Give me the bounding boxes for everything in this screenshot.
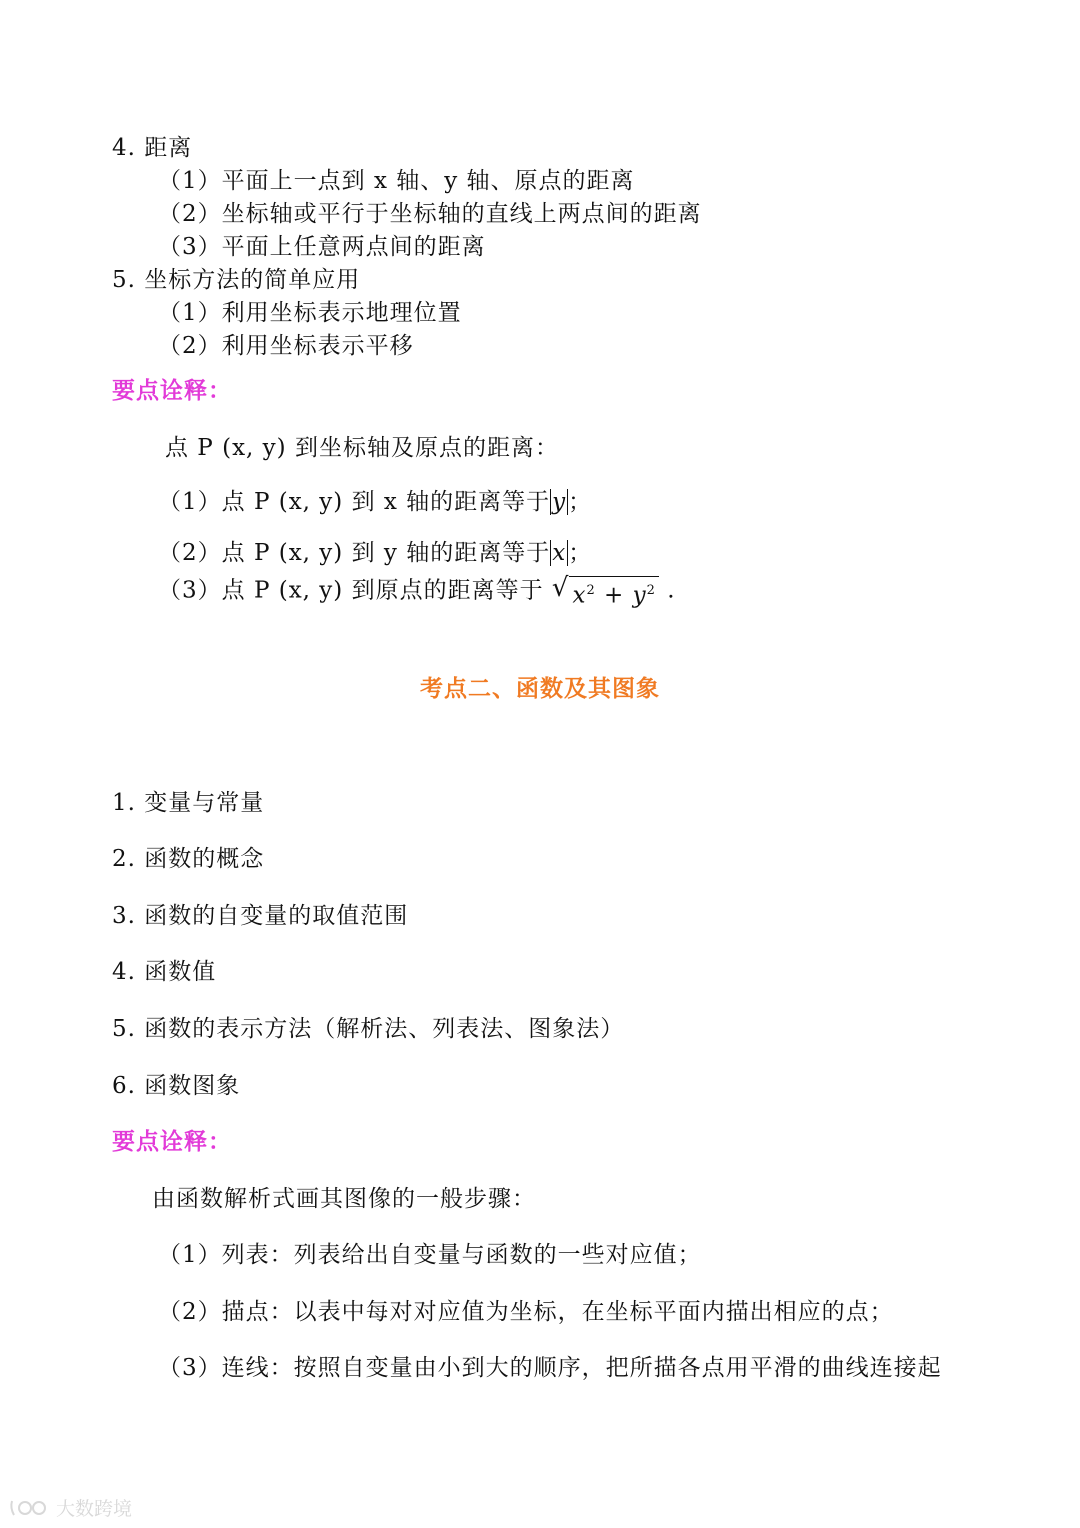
section-5-item-2: （2）利用坐标表示平移	[158, 333, 414, 359]
list-item: 4. 函数值	[112, 959, 217, 985]
note-1-item-1-text: （1）点 P (x, y) 到 x 轴的距离等于	[158, 489, 551, 515]
section-heading: 考点二、函数及其图象	[420, 675, 660, 702]
note-1-item-2-end: ；	[568, 540, 593, 566]
section-4-item-3: （3）平面上任意两点间的距离	[158, 234, 486, 260]
note-1-intro: 点 P (x, y) 到坐标轴及原点的距离：	[165, 435, 559, 461]
note-1-item-1-end: ；	[568, 489, 593, 515]
list-item: 5. 函数的表示方法（解析法、列表法、图象法）	[112, 1016, 625, 1042]
note-2-step-1: （1）列表：列表给出自变量与函数的一些对应值；	[158, 1242, 702, 1268]
list-item: 1. 变量与常量	[112, 790, 265, 816]
note-1-item-2	[158, 538, 592, 568]
abs-y: y	[552, 489, 567, 515]
watermark	[8, 1494, 132, 1521]
note-label-2: 要点诠释：	[112, 1128, 232, 1155]
abs-x: x	[552, 540, 567, 566]
note-label-1: 要点诠释：	[112, 377, 232, 404]
note-2-intro: 由函数解析式画其图像的一般步骤：	[152, 1186, 536, 1212]
note-1-item-2-text: （2）点 P (x, y) 到 y 轴的距离等于	[158, 540, 551, 566]
section-4-title: 4. 距离	[112, 135, 193, 161]
note-1-item-3-end: .	[658, 577, 676, 604]
sqrt-expression	[552, 573, 659, 610]
sqrt-sign: √	[551, 573, 570, 603]
list-item: 3. 函数的自变量的取值范围	[112, 903, 409, 929]
note-2-step-3: （3）连线：按照自变量由小到大的顺序，把所描各点用平滑的曲线连接起	[158, 1355, 942, 1381]
section-4-item-2: （2）坐标轴或平行于坐标轴的直线上两点间的距离	[158, 201, 702, 227]
section-5-title: 5. 坐标方法的简单应用	[112, 267, 361, 293]
watermark-text: 大数跨境	[56, 1498, 133, 1520]
list-item: 6. 函数图象	[112, 1073, 241, 1099]
note-2-step-2: （2）描点：以表中每对对应值为坐标，在坐标平面内描出相应的点；	[158, 1299, 894, 1325]
watermark-logo-icon	[8, 1497, 52, 1519]
note-1-item-1	[158, 487, 592, 517]
section-4-item-1: （1）平面上一点到 x 轴、y 轴、原点的距离	[158, 168, 635, 194]
list-item: 2. 函数的概念	[112, 846, 265, 872]
sqrt-body: $x^2 + y^2$	[569, 576, 658, 610]
note-1-item-3-text: （3）点 P (x, y) 到原点的距离等于	[158, 577, 544, 604]
section-5-item-1: （1）利用坐标表示地理位置	[158, 300, 462, 326]
note-1-item-3	[158, 573, 676, 610]
